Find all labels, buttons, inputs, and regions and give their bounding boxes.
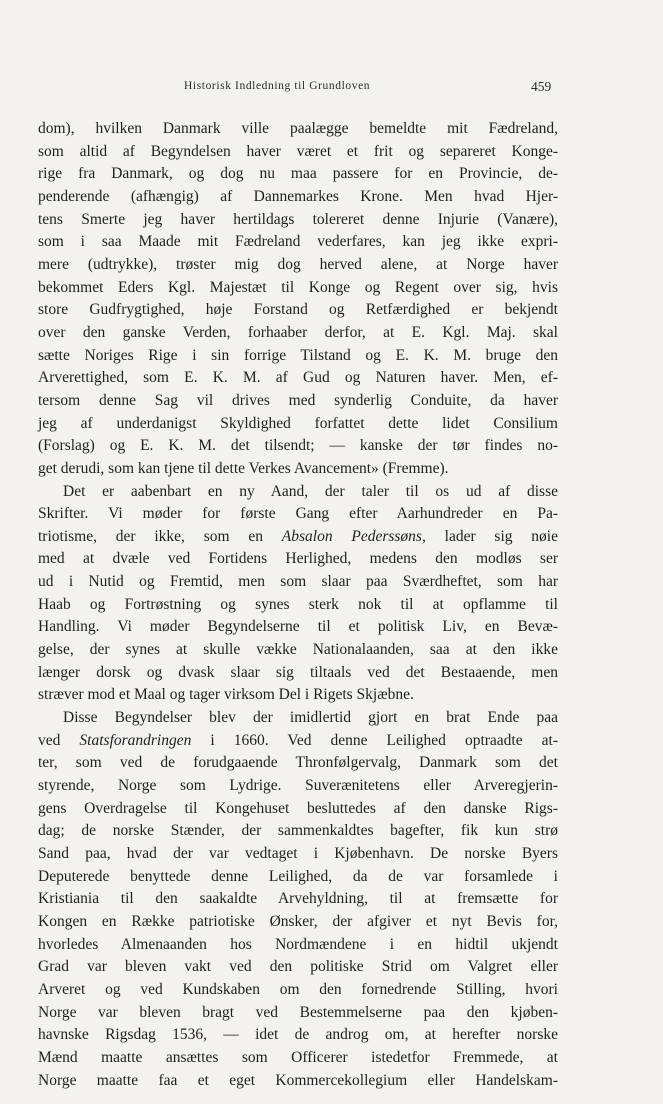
text-run: Haab og Fortrøstning og synes sterk nok til at opflamme til: [38, 595, 558, 613]
text-run: Sand paa, hvad der var vedtaget i Kjøbenhavn. De norske Byers: [38, 845, 558, 862]
text-line: [38, 866, 558, 889]
text-line: [38, 684, 558, 707]
text-line: [38, 390, 558, 413]
text-line: [38, 752, 558, 775]
italic-title: Absalon Pederssøns,: [281, 527, 426, 545]
text-run: Kongen en Række patriotiske Ønsker, der afgiver et nyt Bevis for,: [38, 912, 558, 930]
text-line: [38, 1002, 558, 1025]
page-number: 459: [531, 79, 552, 94]
text-run: styrende, Norge som Lydrige. Suverænitetens eller Arveregjerin-: [38, 777, 558, 795]
text-run: dom), hvilken Danmark ville paalægge bemeldte mit Fædreland,: [38, 120, 558, 137]
text-line: [38, 888, 558, 911]
text-line: [38, 843, 558, 866]
text-line: [38, 707, 558, 730]
text-run: mere (udtrykke), trøster mig dog herved alene, at Norge haver: [38, 255, 558, 273]
text-line: [38, 1070, 558, 1093]
text-run: hvorledes Almenaanden hos Nordmændene i en hidtil ukjendt: [38, 935, 558, 953]
text-line: [38, 209, 558, 232]
text-run: Mænd maatte ansættes som Officerer istedetfor Fremmede, at: [38, 1048, 558, 1066]
text-run: ter, som ved de forudgaaende Thronfølgervalg, Danmark som det: [38, 754, 558, 772]
text-run: penderende (afhængig) af Dannemarkes Krone. Men hvad Hjer-: [38, 187, 558, 205]
text-run: Grad var bleven vakt ved den politiske Strid om Valgret eller: [38, 958, 558, 976]
text-run: Norge var bleven bragt ved Bestemmelserne paa den kjøben-: [38, 1003, 558, 1021]
text-line: [38, 367, 558, 390]
text-run: Norge maatte faa et eget Kommercekollegium eller Handelskam-: [38, 1071, 558, 1089]
text-line: [38, 548, 558, 571]
text-run: ud i Nutid og Fremtid, men som slaar paa Sværdheftet, som har: [38, 573, 558, 591]
text-run: get derudi, som kan tjene til dette Verkes Avancement» (Fremme).: [38, 459, 449, 477]
text-line: [38, 956, 558, 979]
text-run: Skrifter. Vi møder for første Gang efter Aarhundreder en Pa-: [38, 505, 558, 523]
text-line: [38, 299, 558, 322]
text-line: [38, 322, 558, 345]
text-run: stræver mod et Maal og tager virksom Del i Rigets Skjæbne.: [38, 686, 414, 704]
text-line: [38, 798, 558, 821]
text-line: [38, 934, 558, 957]
text-run: sætte Noriges Rige i sin forrige Tilstand og E. K. M. bruge den: [38, 346, 558, 364]
text-line: [38, 639, 558, 662]
text-line: [38, 481, 558, 504]
body-text: [38, 118, 558, 1092]
text-run: dag; de norske Stænder, der sammenkaldtes bagefter, fik kun strø: [38, 822, 558, 840]
text-line: [38, 1047, 558, 1070]
text-line: [38, 435, 558, 458]
text-run: tens Smerte jeg haver hertildags tolereret denne Injurie (Vanære),: [38, 210, 558, 228]
text-run: Det er aabenbart en ny Aand, der taler til os ud af disse: [63, 482, 558, 500]
text-line: [38, 277, 558, 300]
text-line: [38, 571, 558, 594]
text-run: triotisme, der ikke, som en: [38, 527, 282, 545]
text-run: Deputerede benyttede denne Leilighed, da de var forsamlede i: [38, 867, 558, 885]
text-run: Disse Begyndelser blev der imidlertid gjort en brat Ende paa: [63, 709, 558, 727]
running-title: Historisk Indledning til Grundloven: [184, 80, 371, 92]
text-run: store Gudfrygtighed, høje Forstand og Retfærdighed er bekjendt: [38, 301, 558, 319]
text-run: bekommet Eders Kgl. Majestæt til Konge og Regent over sig, hvis: [38, 278, 558, 296]
text-line: [38, 141, 558, 164]
text-line: [38, 118, 558, 141]
text-line: [38, 979, 558, 1002]
text-line: [38, 1024, 558, 1047]
text-line: [38, 616, 558, 639]
text-run: som i saa Maade mit Fædreland vederfares, kan jeg ikke expri-: [38, 233, 558, 251]
text-line: [38, 526, 558, 549]
text-line: [38, 186, 558, 209]
text-run: i 1660. Ved denne Leilighed optraadte at-: [191, 731, 558, 749]
text-run: (Forslag) og E. K. M. det tilsendt; — kanske der tør findes no-: [38, 437, 558, 455]
text-line: [38, 911, 558, 934]
text-run: Handling. Vi møder Begyndelserne til et politisk Liv, en Bevæ-: [38, 618, 558, 636]
text-line: [38, 503, 558, 526]
text-line: [38, 345, 558, 368]
text-run: som altid af Begyndelsen haver været et frit og separeret Konge-: [38, 142, 558, 160]
text-run: gens Overdragelse til Kongehuset besluttedes af den danske Rigs-: [38, 799, 558, 817]
text-line: [38, 458, 558, 481]
text-run: over den ganske Verden, forhaaber derfor, at E. Kgl. Maj. skal: [38, 323, 558, 341]
text-run: jeg af underdanigst Skyldighed forfattet dette lidet Consilium: [38, 414, 558, 432]
text-line: [38, 730, 558, 753]
text-line: [38, 594, 558, 617]
text-run: med at dvæle ved Fortidens Herlighed, medens den modløs ser: [38, 550, 558, 568]
text-line: [38, 231, 558, 254]
text-run: længer dorsk og dvask slaar sig tiltaals ved det Bestaaende, men: [38, 663, 558, 681]
text-run: havnske Rigsdag 1536, — idet de androg om, at herefter norske: [38, 1026, 558, 1044]
text-line: [38, 163, 558, 186]
text-line: [38, 254, 558, 277]
text-run: tersom denne Sag vil drives med synderlig Conduite, da haver: [38, 391, 558, 409]
text-run: Arveret og ved Kundskaben om den fornedrende Stilling, hvori: [38, 980, 558, 998]
text-run: gelse, der synes at skulle vække Nationalaanden, saa at den ikke: [38, 641, 558, 659]
text-line: [38, 820, 558, 843]
text-line: [38, 413, 558, 436]
text-run: Kristiania til den saakaldte Arvehyldning, til at fremsætte for: [38, 890, 558, 908]
text-run: ved: [38, 731, 80, 749]
text-line: [38, 775, 558, 798]
text-run: Arverettighed, som E. K. M. af Gud og Naturen haver. Men, ef-: [38, 369, 558, 387]
text-line: [38, 662, 558, 685]
text-run: rige fra Danmark, og dog nu maa passere for en Provincie, de-: [38, 165, 558, 183]
text-run: lader sig nøie: [425, 527, 558, 545]
italic-title: Statsforandringen: [79, 731, 192, 749]
